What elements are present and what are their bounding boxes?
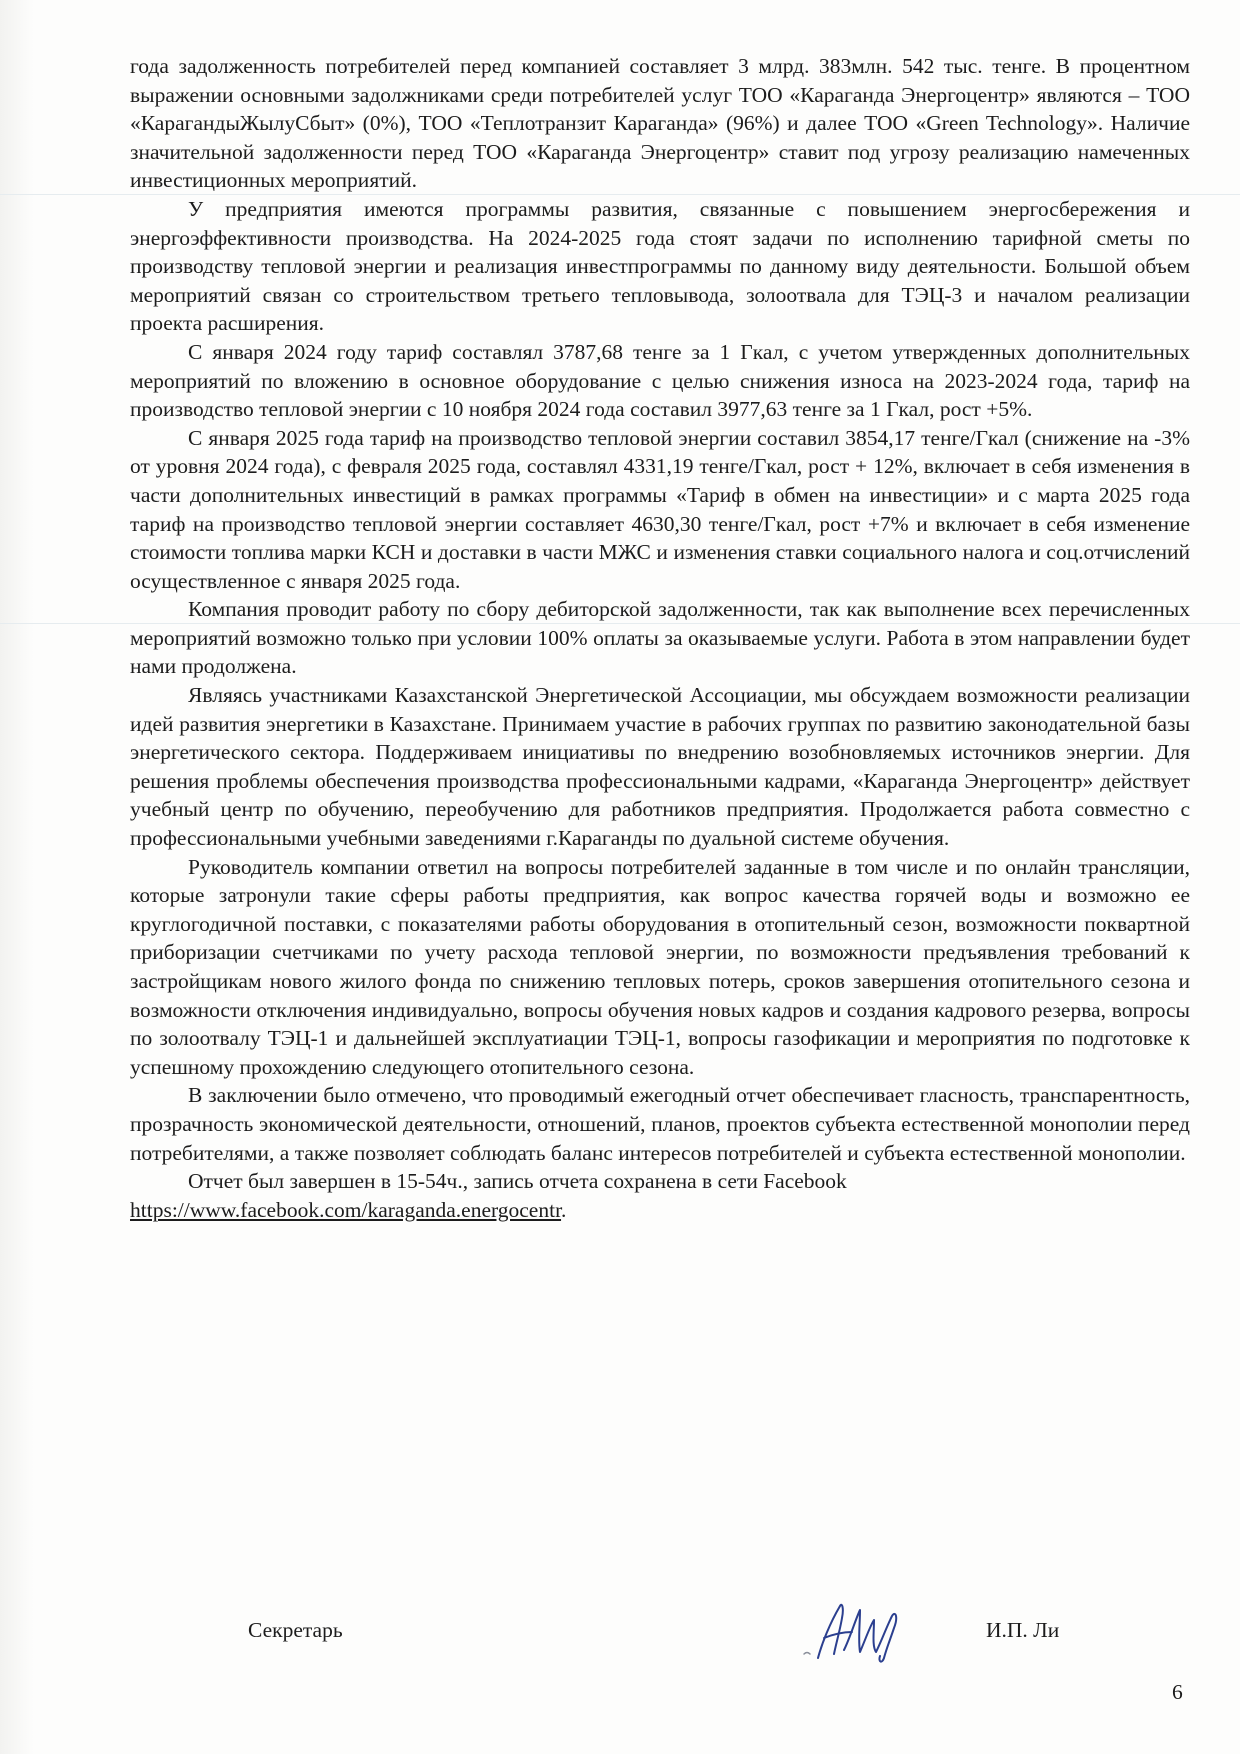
- paragraph-development-programs: У предприятия имеются программы развития, связанные с повышением энергосбережения и энергоэффективности производства. На 2024-2025 года стоят задачи по исполнению тарифной сметы по производству тепловой энергии и реализация инвестпрограммы по данному виду деятельности. Большой объем мероприятий связан со строительством третьего тепловывода, золоотвала для ТЭЦ-3 и началом реализации проекта расширения.: [130, 196, 1190, 336]
- paragraph-receivables: Компания проводит работу по сбору дебиторской задолженности, так как выполнение всех перечисленных мероприятий возможно только при условии 100% оплаты за оказываемые услуги. Работа в этом направлении будет нами продолжена.: [130, 597, 1190, 679]
- link-suffix: .: [561, 1197, 567, 1222]
- handwritten-signature-icon: [800, 1588, 910, 1668]
- paragraph-conclusion: В заключении было отмечено, что проводимый ежегодный отчет обеспечивает гласность, транспарентность, прозрачность экономической деятельности, отношений, планов, проектов субъекта естественной монополии перед потребителями, а также позволяет соблюдать баланс интересов потребителей и субъекта естественной монополии.: [130, 1083, 1190, 1165]
- paragraph-tariff-2024: С января 2024 году тариф составлял 3787,68 тенге за 1 Гкал, с учетом утвержденных дополнительных мероприятий по вложению в основное оборудование с целью снижения износа на 2023-2024 года, тариф на производство тепловой энергии с 10 ноября 2024 года составил 3977,63 тенге за 1 Гкал, рост +5%.: [130, 339, 1190, 422]
- facebook-link-line: [130, 1196, 1190, 1225]
- paragraph-energy-association: Являясь участниками Казахстанской Энергетической Ассоциации, мы обсуждаем возможности реализации идей развития энергетики в Казахстане. Принимаем участие в рабочих группах по развитию законодательной базы энергетического сектора. Поддерживаем инициативы по внедрению возобновляемых источников энергии. Для решения проблемы обеспечения производства профессиональными кадрами, «Караганда Энергоцентр» действует учебный центр по обучению, переобучению для работников предприятия. Продолжается работа совместно с профессиональными учебными заведениями г.Караганды по дуальной системе обучения.: [130, 683, 1190, 851]
- facebook-link[interactable]: https://www.facebook.com/karaganda.energocentr: [130, 1197, 562, 1222]
- document-body: [130, 52, 1190, 1224]
- signature-block: [0, 1588, 1240, 1668]
- page-number: 6: [1172, 1680, 1183, 1704]
- signature-name: И.П. Ли: [986, 1618, 1060, 1642]
- paragraph-report-end: Отчет был завершен в 15-54ч., запись отчета сохранена в сети Facebook: [188, 1169, 847, 1194]
- paragraph-debt: года задолженность потребителей перед компанией составляет 3 млрд. 383млн. 542 тыс. тенге. В процентном выражении основными задолжниками среди потребителей услуг ТОО «Караганда Энергоцентр» являются – ТОО «КарагандыЖылуСбыт» (0%), ТОО «Теплотранзит Караганда» (96%) и далее ТОО «Green Technology». Наличие значительной задолженности перед ТОО «Караганда Энергоцентр» ставит под угрозу реализацию намеченных инвестиционных мероприятий.: [130, 54, 1190, 193]
- paragraph-questions: Руководитель компании ответил на вопросы потребителей заданные в том числе и по онлайн трансляции, которые затронули такие сферы работы предприятия, как вопрос качества горячей воды и возможно ее круглогодичной поставки, с показателями работы оборудования в отопительный сезон, возможности поквартной приборизации счетчиками по учету расхода тепловой энергии, по возможности предъявления требований к застройщикам нового жилого фонда по снижению тепловых потерь, сроков завершения отопительного сезона и возможности отключения индивидуально, вопросы обучения новых кадров и создания кадрового резерва, вопросы по золоотвалу ТЭЦ-1 и дальнейшей эксплуатиации ТЭЦ-1, вопросы газофикации и мероприятия по подготовке к успешному прохождению следующего отопительного сезона.: [130, 854, 1190, 1079]
- paragraph-tariff-2025: С января 2025 года тариф на производство тепловой энергии составил 3854,17 тенге/Гкал (снижение на -3% от уровня 2024 года), с февраля 2025 года, составлял 4331,19 тенге/Гкал, рост + 12%, включает в себя изменения в части дополнительных инвестиций в рамках программы «Тариф в обмен на инвестиции» и с марта 2025 года тариф на производство тепловой энергии составляет 4630,30 тенге/Гкал, рост +7% и включает в себя изменение стоимости топлива марки КСН и доставки в части МЖС и изменения ставки социального налога и соц.отчислений осуществленное с января 2025 года.: [130, 425, 1190, 593]
- signature-role: Секретарь: [248, 1618, 343, 1642]
- scan-edge-shadow: [0, 0, 34, 1754]
